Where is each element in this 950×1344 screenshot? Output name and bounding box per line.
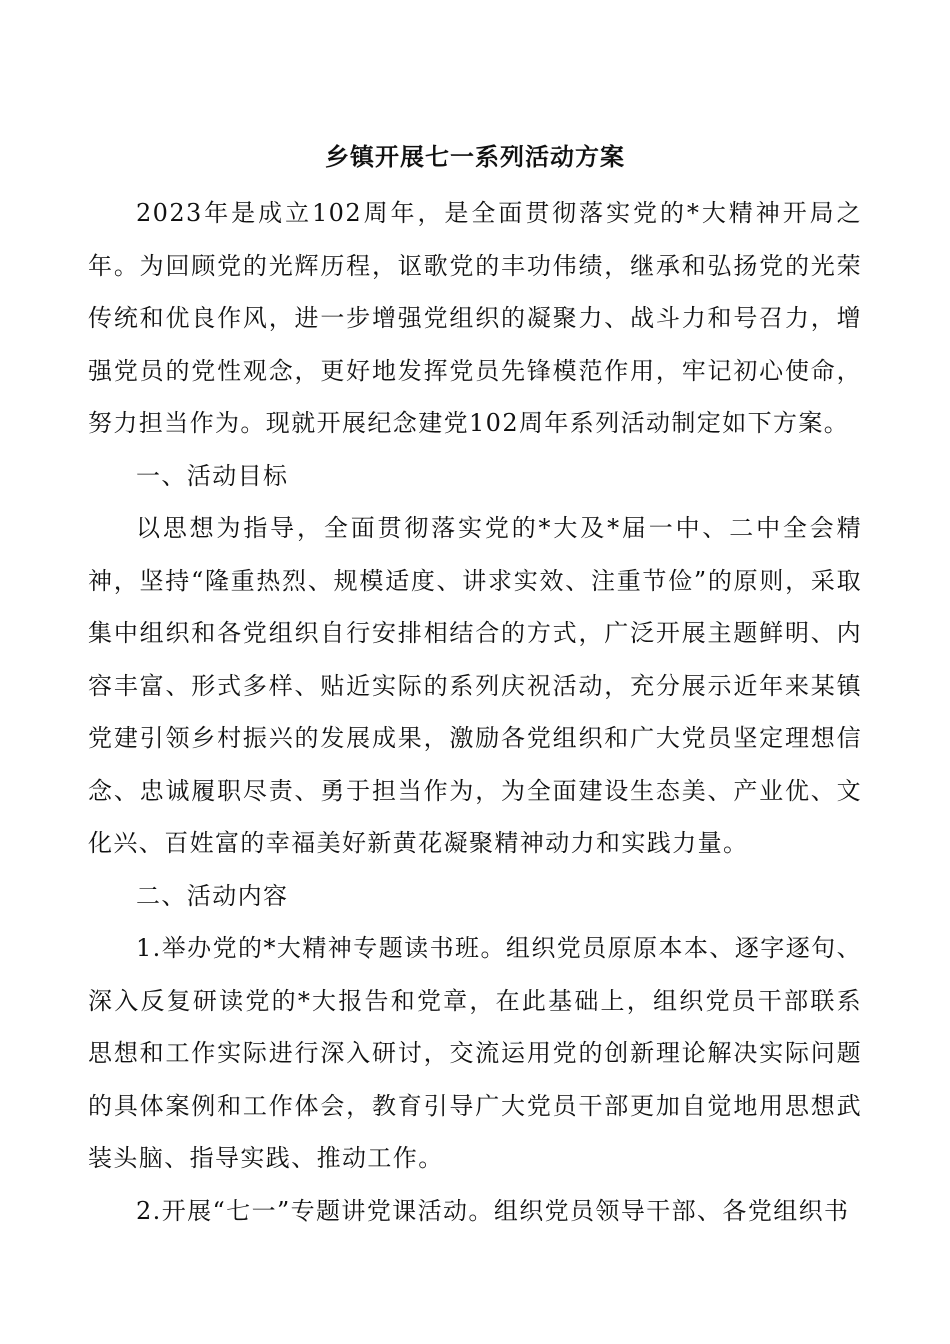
section-heading-goals: 一、活动目标 [136,461,289,490]
section-heading-content: 二、活动内容 [136,881,289,910]
document-page [88,137,862,1237]
content-item-1: 1.举办党的*大精神专题读书班。组织党员原原本本、逐字逐句、深入反复研读党的*大报告和党章，在此基础上，组织党员干部联系思想和工作实际进行深入研讨，交流运用党的创新理论解决实际问题的具体案例和工作体会，教育引导广大党员干部更加自觉地用思想武装头脑、指导实践、推动工作。 [88,934,862,1172]
intro-paragraph: 2023年是成立102周年，是全面贯彻落实党的*大精神开局之年。为回顾党的光辉历程，讴歌党的丰功伟绩，继承和弘扬党的光荣传统和优良作风，进一步增强党组织的凝聚力、战斗力和号召力，增强党员的党性观念，更好地发挥党员先锋模范作用，牢记初心使命，努力担当作为。现就开展纪念建党102周年系列活动制定如下方案。 [88,199,862,437]
goals-paragraph: 以思想为指导，全面贯彻落实党的*大及*届一中、二中全会精神，坚持“隆重热烈、规模适度、讲求实效、注重节俭”的原则，采取集中组织和各党组织自行安排相结合的方式，广泛开展主题鲜明、内容丰富、形式多样、贴近实际的系列庆祝活动，充分展示近年来某镇党建引领乡村振兴的发展成果，激励各党组织和广大党员坚定理想信念、忠诚履职尽责、勇于担当作为，为全面建设生态美、产业优、文化兴、百姓富的幸福美好新黄花凝聚精神动力和实践力量。 [88,514,862,857]
document-title: 乡镇开展七一系列活动方案 [325,142,625,171]
content-item-2: 2.开展“七一”专题讲党课活动。组织党员领导干部、各党组织书 [136,1196,850,1225]
